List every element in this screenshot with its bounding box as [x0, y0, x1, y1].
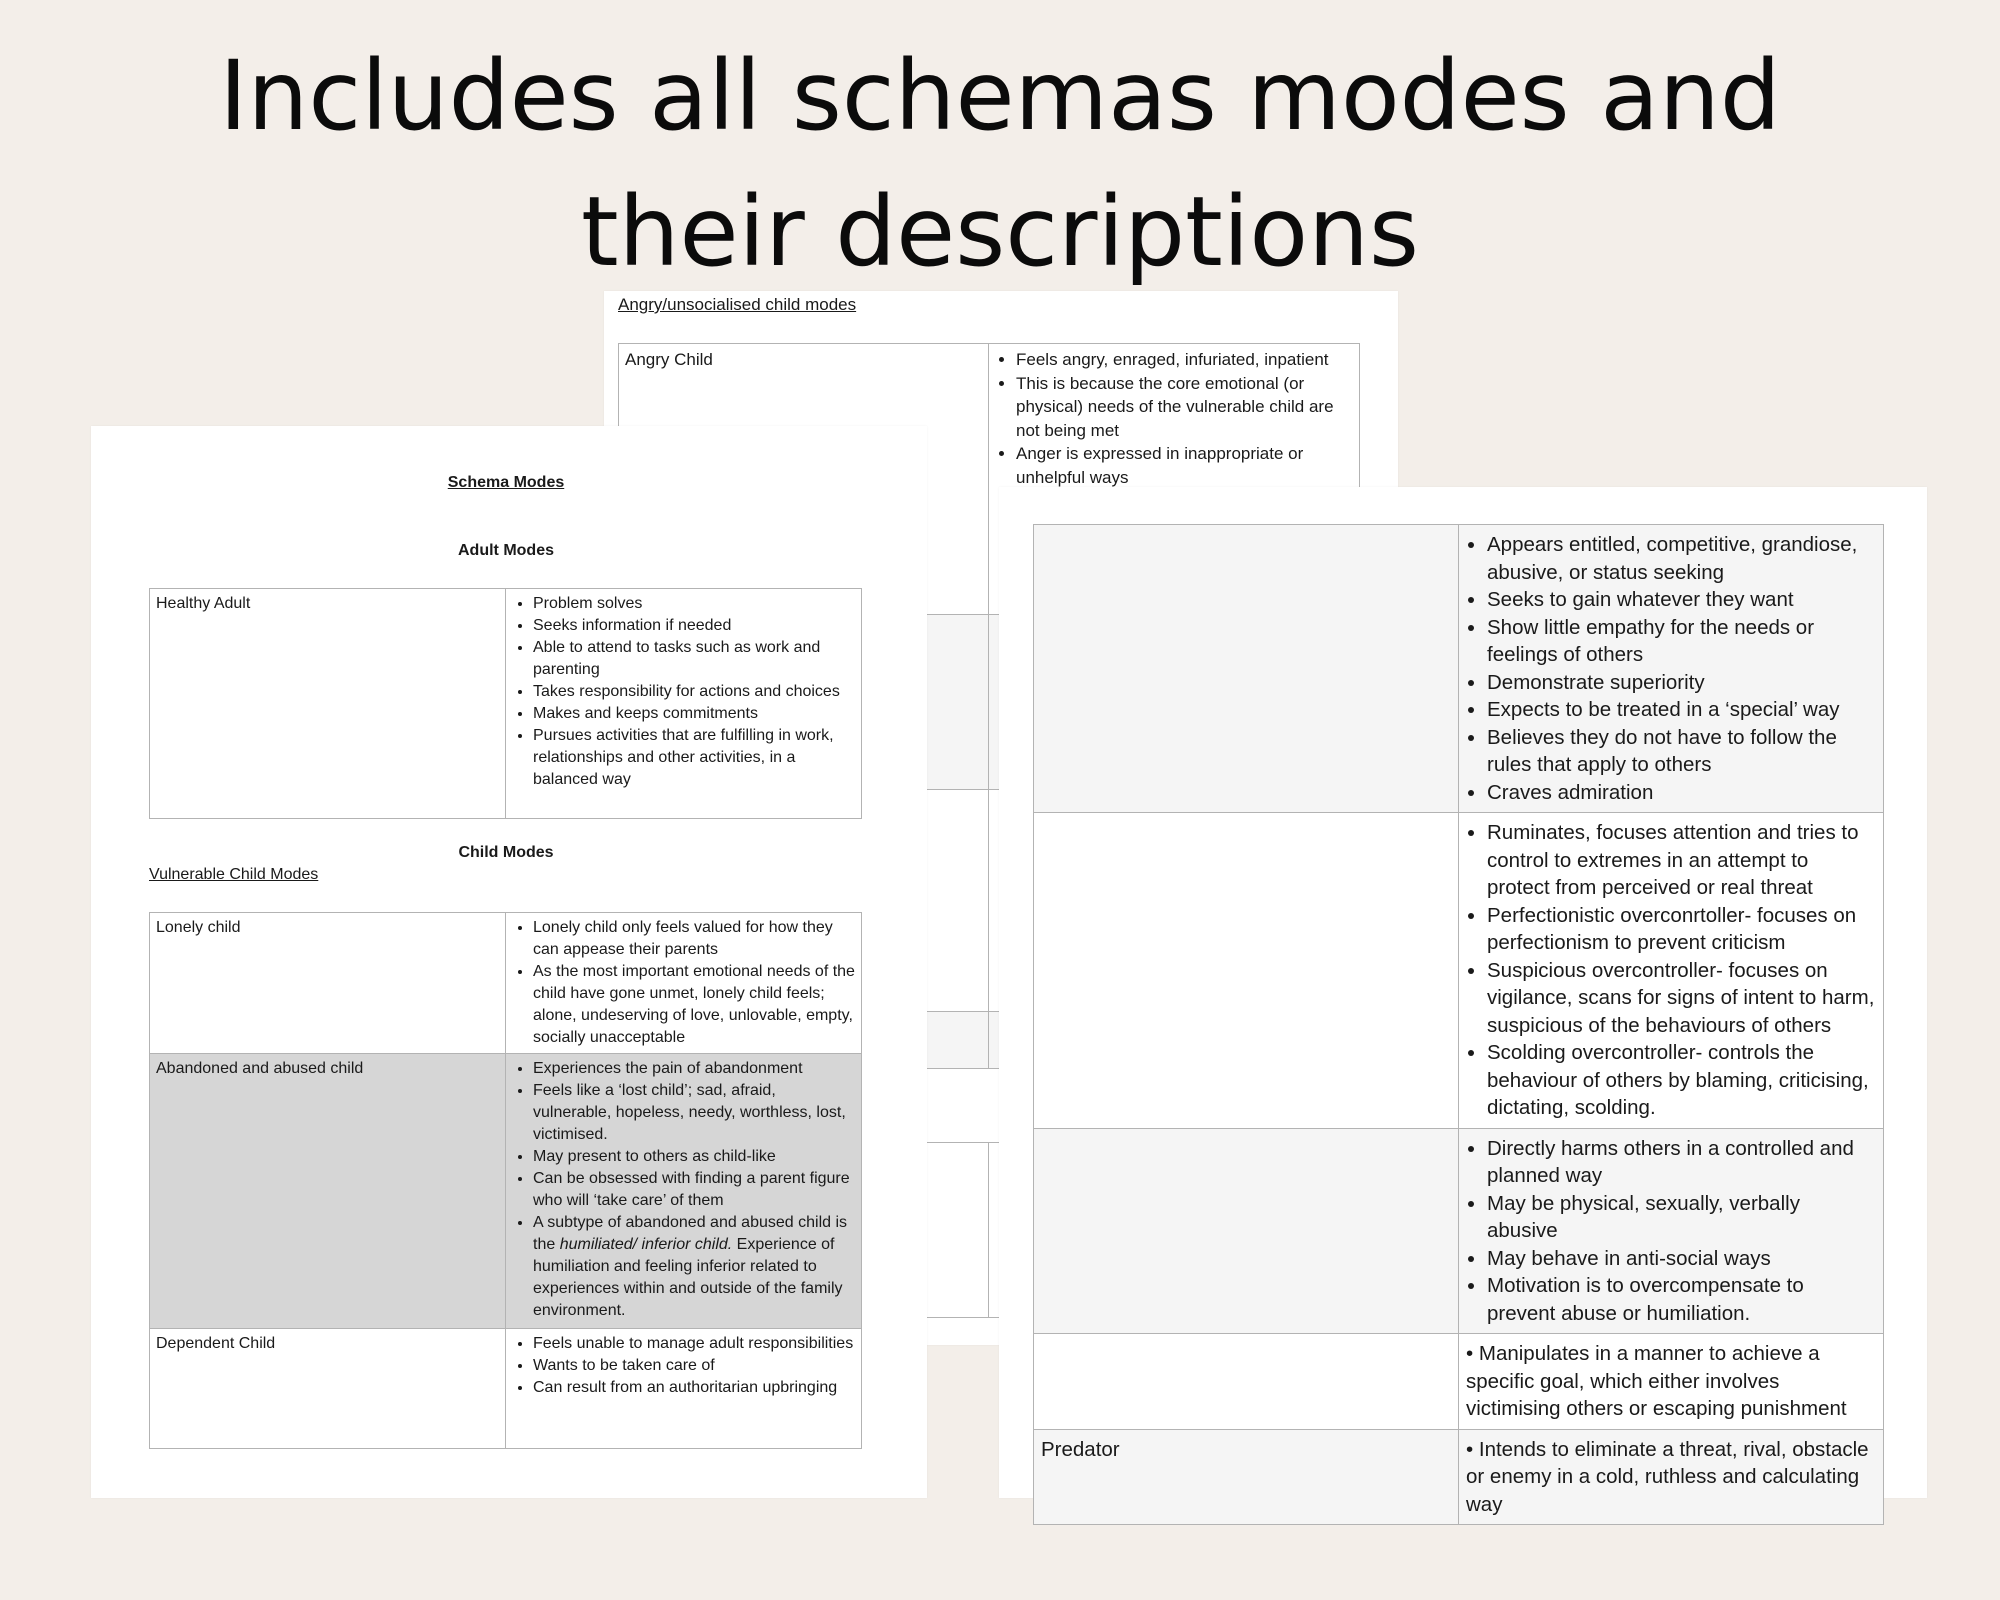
list-item: • Able to attend to tasks such as work and parenting — [533, 637, 855, 681]
list-item: • Craves admiration — [1487, 779, 1876, 807]
list-item: • Believes they do not have to follow the rules that apply to others — [1487, 724, 1876, 779]
subtype-text: Experience of humiliation and feeling inferior related to experiences within and outside of the family environment. — [533, 1236, 843, 1319]
list-item: • Appears entitled, competitive, grandiose, abusive, or status seeking — [1487, 531, 1876, 586]
list-item: • Feels like a ‘lost child’; sad, afraid, vulnerable, hopeless, needy, worthless, lost, victimised. — [533, 1080, 855, 1146]
child-modes-table — [149, 912, 862, 1449]
list-item: • Expects to be treated in a ‘special’ way — [1487, 696, 1876, 724]
mode-name-cell: Lonely child — [150, 913, 506, 1054]
list-item: • May be physical, sexually, verbally abusive — [1487, 1190, 1876, 1245]
table-row — [150, 1054, 862, 1329]
bullet-list — [1466, 531, 1876, 806]
list-item: • Show little empathy for the needs or feelings of others — [1487, 614, 1876, 669]
mode-name-cell: Abandoned and abused child — [150, 1054, 506, 1329]
list-item: • Anger is expressed in inappropriate or unhelpful ways — [1016, 442, 1353, 489]
list-item: • As the most important emotional needs of the child have gone unmet, lonely child feels; alone, undeserving of love, unlovable, empty, socially unacceptable — [533, 961, 855, 1049]
list-item: • Makes and keeps commitments — [533, 703, 855, 725]
list-item: • Feels unable to manage adult responsibilities — [533, 1333, 855, 1355]
table-row — [1034, 525, 1884, 813]
list-item: • Scolding overcontroller- controls the behaviour of others by blaming, criticising, dictating, scolding. — [1487, 1039, 1876, 1122]
subtype-italic: humiliated/ inferior child. — [559, 1236, 733, 1253]
list-item: • Demonstrate superiority — [1487, 669, 1876, 697]
bullet-list — [512, 1333, 855, 1399]
mode-name-cell: Angry Child — [619, 344, 989, 615]
table-row — [150, 913, 862, 1054]
manipulator-description: • Manipulates in a manner to achieve a specific goal, which either involves victimising others or escaping punishment — [1466, 1342, 1847, 1420]
mode-name-cell: Dependent Child — [150, 1329, 506, 1449]
list-item: • May behave in anti-social ways — [1487, 1245, 1876, 1273]
list-item: • Directly harms others in a controlled and planned way — [1487, 1135, 1876, 1190]
mode-name-cell: Predator — [1034, 1429, 1459, 1525]
child-modes-heading: Child Modes — [458, 844, 554, 861]
adult-modes-heading: Adult Modes — [458, 542, 554, 559]
schema-modes-title: Schema Modes — [447, 474, 565, 491]
angry-child-modes-title: Angry/unsocialised child modes — [618, 295, 857, 314]
left-document-page — [91, 426, 927, 1498]
list-item: • Experiences the pain of abandonment — [533, 1058, 855, 1080]
bullet-list — [1466, 1135, 1876, 1328]
table-row — [150, 589, 862, 819]
bullet-list — [512, 1058, 855, 1322]
subtype-text: A subtype of abandoned and abused child is the — [533, 1214, 848, 1253]
bullet-list — [512, 917, 855, 1049]
mode-name-cell: Healthy Adult — [150, 589, 506, 819]
right-document-page — [999, 487, 1927, 1516]
table-row — [1034, 1334, 1884, 1430]
list-item: • Seeks information if needed — [533, 615, 855, 637]
bullet-list — [512, 593, 855, 791]
list-item: • Problem solves — [533, 593, 855, 615]
list-item — [533, 1212, 855, 1322]
table-row — [1034, 1429, 1884, 1525]
list-item: • Pursues activities that are fulfilling in work, relationships and other activities, in a balanced way — [533, 725, 855, 791]
list-item: • Takes responsibility for actions and choices — [533, 681, 855, 703]
list-item: • This is because the core emotional (or physical) needs of the vulnerable child are not being met — [1016, 372, 1353, 443]
list-item: • Motivation is to overcompensate to prevent abuse or humiliation. — [1487, 1272, 1876, 1327]
list-item: • Feels angry, enraged, infuriated, inpatient — [1016, 348, 1353, 372]
bullet-list — [1466, 819, 1876, 1122]
list-item: • Lonely child only feels valued for how they can appease their parents — [533, 917, 855, 961]
table-row — [150, 1329, 862, 1449]
list-item: • May present to others as child-like — [533, 1146, 855, 1168]
table-row — [1034, 813, 1884, 1129]
list-item: • Ruminates, focuses attention and tries to control to extremes in an attempt to protect from perceived or real threat — [1487, 819, 1876, 902]
list-item: • Seeks to gain whatever they want — [1487, 586, 1876, 614]
list-item: • Can result from an authoritarian upbringing — [533, 1377, 855, 1399]
list-item: • Suspicious overcontroller- focuses on vigilance, scans for signs of intent to harm, suspicious of the behaviours of others — [1487, 957, 1876, 1040]
list-item: • Wants to be taken care of — [533, 1355, 855, 1377]
list-item: • Perfectionistic overconrtoller- focuses on perfectionism to prevent criticism — [1487, 902, 1876, 957]
table-row — [1034, 1128, 1884, 1334]
vulnerable-child-modes-heading: Vulnerable Child Modes — [149, 866, 319, 883]
predator-description: • Intends to eliminate a threat, rival, obstacle or enemy in a cold, ruthless and calculating way — [1466, 1437, 1869, 1516]
headline: Includes all schemas modes and their descriptions — [219, 40, 1781, 288]
adult-modes-table — [149, 588, 862, 819]
list-item: • Can be obsessed with finding a parent figure who will ‘take care’ of them — [533, 1168, 855, 1212]
overcompensator-modes-table — [1033, 524, 1884, 1525]
